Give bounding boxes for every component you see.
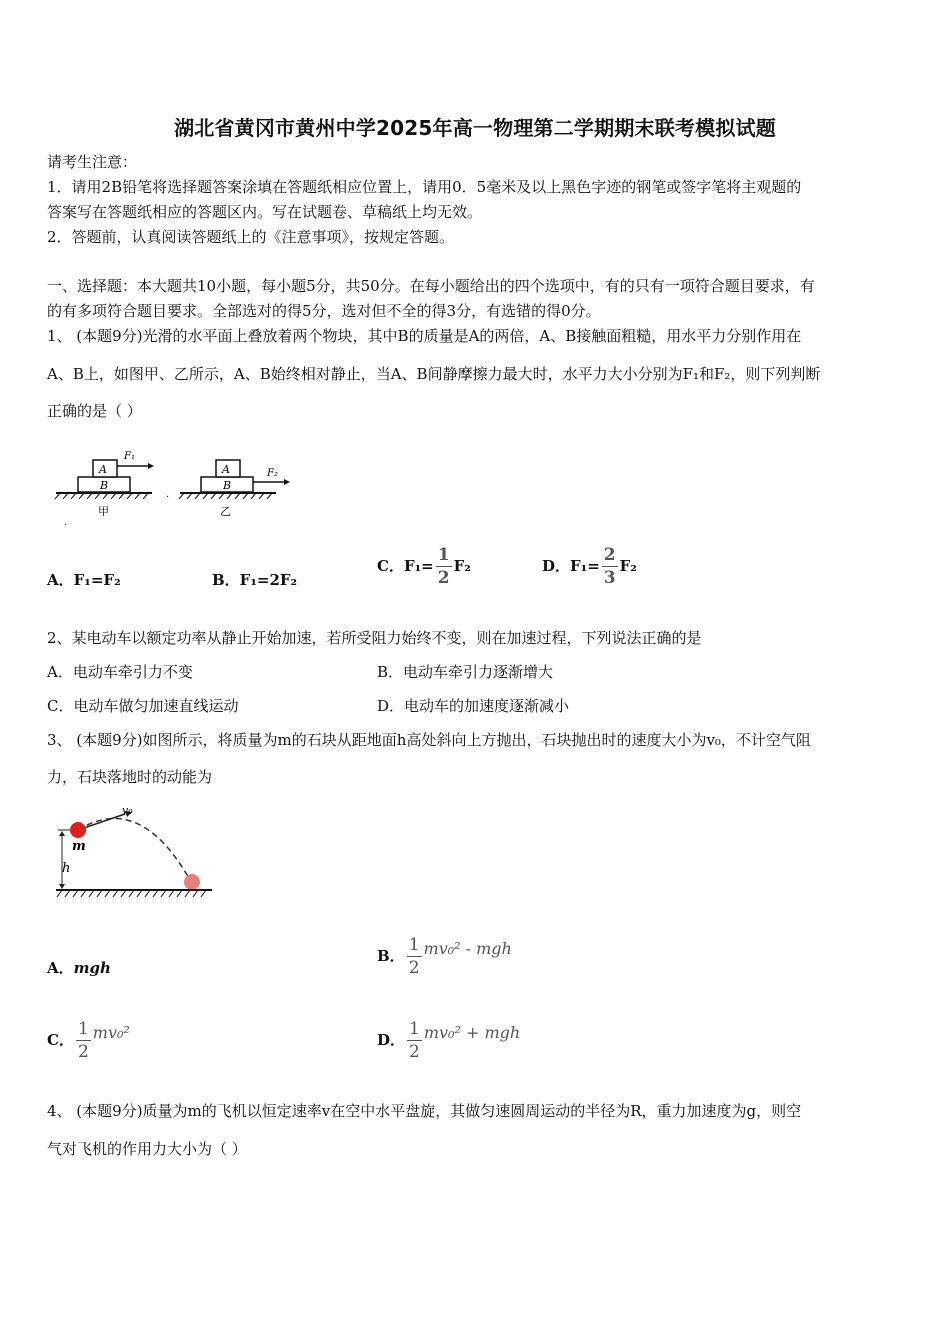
- q3-option-b-fraction: [407, 936, 422, 977]
- notice-heading: 请考生注意：: [47, 153, 138, 171]
- q1-option-a: A．F₁=F₂: [47, 571, 121, 589]
- q1-line-2: A、B上，如图甲、乙所示，A、B始终相对静止，当A、B间静摩擦力最大时，水平力大小分别为F₁和F₂，则下列判断: [47, 365, 821, 383]
- frac-den: 2: [408, 957, 420, 978]
- q2-option-d: D．电动车的加速度逐渐减小: [377, 697, 570, 715]
- q3-figure: [50, 800, 220, 904]
- q3-line-2: 力，石块落地时的动能为: [47, 768, 213, 786]
- q3-option-d-prefix: D．: [377, 1031, 406, 1049]
- q3-option-d-fraction: [407, 1020, 422, 1061]
- stone-end: [184, 874, 200, 890]
- frac-den: 2: [77, 1041, 89, 1062]
- label-v0: v₀: [122, 804, 133, 817]
- q1-figure: [48, 443, 298, 525]
- q1-line-1: 1、 (本题9分)光滑的水平面上叠放着两个物块，其中B的质量是A的两倍，A、B接触面粗糙，用水平力分别作用在: [47, 327, 802, 345]
- notice-line-2: 2．答题前，认真阅读答题纸上的《注意事项》，按规定答题。: [47, 228, 455, 246]
- q3-option-b: [377, 932, 512, 980]
- q3-line-1: 3、 (本题9分)如图所示，将质量为m的石块从距地面h高处斜向上方抛出，石块抛出时的速度大小为v₀，不计空气阻: [47, 731, 811, 749]
- q3-option-c-expr: mv₀²: [92, 1023, 130, 1042]
- stone-start: [70, 822, 86, 838]
- q3-option-d: [377, 1016, 520, 1064]
- dot-mark: .: [64, 517, 68, 525]
- dot-mark-2: .: [166, 489, 170, 500]
- q3-option-c-fraction: [76, 1020, 91, 1061]
- label-a-right: A: [222, 463, 230, 476]
- q2-stem: 2、某电动车以额定功率从静止开始加速，若所受阻力始终不变，则在加速过程，下列说法正确的是: [47, 629, 702, 647]
- arrow-f1: [148, 463, 154, 469]
- label-f2: F₂: [267, 468, 278, 479]
- label-h: h: [62, 861, 71, 876]
- q3-option-c-prefix: C．: [47, 1031, 74, 1049]
- q1-option-c-prefix: C．F₁=: [377, 557, 434, 575]
- q3-option-a-expr: mgh: [73, 959, 111, 977]
- q3-option-b-expr: mv₀² - mgh: [423, 939, 512, 958]
- q4-line-1: 4、 (本题9分)质量为m的飞机以恒定速率v在空中水平盘旋，其做匀速圆周运动的半径为R，重力加速度为g，则空: [47, 1102, 802, 1120]
- frac-num: 2: [603, 544, 616, 565]
- frac-den: 3: [603, 567, 616, 588]
- q1-option-b: B．F₁=2F₂: [212, 571, 298, 589]
- q1-option-d: [542, 542, 637, 590]
- frac-den: 2: [437, 567, 450, 588]
- trajectory: [78, 819, 190, 880]
- q1-line-3: 正确的是（ ）: [47, 402, 142, 420]
- q3-option-b-prefix: B．: [377, 947, 405, 965]
- q1-option-d-suffix: F₂: [619, 557, 637, 575]
- q3-option-a-prefix: A．: [47, 959, 74, 977]
- notice-line-1a: 1．请用2B铅笔将选择题答案涂填在答题纸相应位置上，请用0．5毫米及以上黑色字迹的钢笔或签字笔将主观题的: [47, 178, 802, 196]
- label-a-left: A: [99, 463, 107, 476]
- label-m: m: [72, 839, 86, 854]
- q3-option-a: [47, 958, 111, 978]
- frac-num: 1: [409, 1018, 420, 1039]
- caption-right: 乙: [220, 505, 231, 518]
- section-1-line-1: 一、选择题：本大题共10小题，每小题5分，共50分。在每小题给出的四个选项中，有的只有一项符合题目要求，有: [47, 277, 815, 295]
- label-b-left: B: [100, 479, 109, 492]
- q4-line-2: 气对飞机的作用力大小为（ ）: [47, 1140, 247, 1158]
- q1-option-c-fraction: [436, 546, 452, 587]
- q3-option-d-expr: mv₀² + mgh: [423, 1023, 521, 1042]
- section-1-line-2: 的有多项符合题目要求。全部选对的得5分，选对但不全的得3分，有选错的得0分。: [47, 302, 601, 320]
- arrow-f2: [284, 479, 290, 485]
- q3-option-c: [47, 1016, 130, 1064]
- q2-option-a: A．电动车牵引力不变: [47, 663, 193, 681]
- frac-num: 1: [77, 1018, 89, 1039]
- caption-left: 甲: [98, 505, 109, 518]
- q2-option-b: B．电动车牵引力逐渐增大: [377, 663, 554, 681]
- label-f1: F₁: [124, 451, 135, 462]
- frac-num: 1: [437, 544, 450, 565]
- frac-num: 1: [408, 934, 420, 955]
- q1-option-d-prefix: D．F₁=: [542, 557, 600, 575]
- notice-line-1b: 答案写在答题纸相应的答题区内。写在试题卷、草稿纸上均无效。: [47, 203, 483, 221]
- label-b-right: B: [223, 479, 232, 492]
- q1-option-c: [377, 542, 471, 590]
- q1-option-d-fraction: [602, 546, 618, 587]
- frac-den: 2: [409, 1041, 420, 1062]
- q2-option-c: C．电动车做匀加速直线运动: [47, 697, 239, 715]
- page-title: 湖北省黄冈市黄州中学2025年高一物理第二学期期末联考模拟试题: [174, 116, 776, 140]
- q1-option-c-suffix: F₂: [453, 557, 471, 575]
